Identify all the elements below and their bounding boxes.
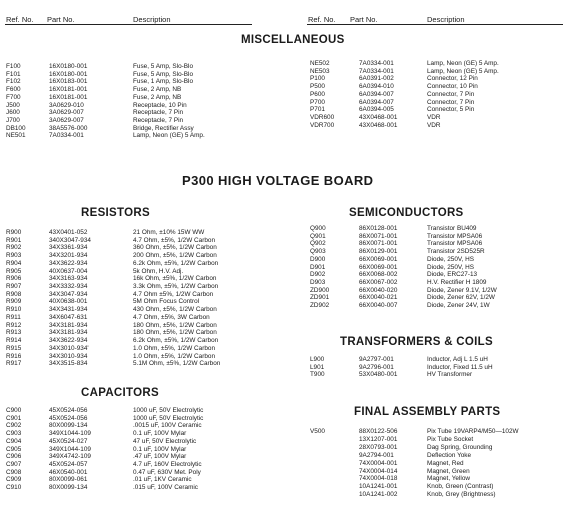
- part-number-cell: 74X0004-001: [359, 459, 398, 467]
- ref-cell: Q903: [310, 248, 326, 256]
- part-number-cell: 349X1044-109: [49, 430, 91, 438]
- description-cell: 180 Ohm, ±5%, 1/2W Carbon: [133, 329, 217, 337]
- description-cell: Knob, Green (Contrast): [427, 483, 494, 491]
- part-number-cell: 3A0629-010: [49, 101, 84, 109]
- part-number-cell: 7A0334-001: [49, 132, 84, 140]
- part-number-cell: 16X0180-001: [49, 63, 88, 70]
- ref-cell: J600: [6, 109, 20, 117]
- description-cell: Transistor 2SD525R: [427, 248, 485, 256]
- part-number-cell: 45X0524-056: [49, 414, 88, 422]
- board-title: P300 HIGH VOLTAGE BOARD: [182, 173, 374, 188]
- ref-cell: R910: [6, 306, 22, 314]
- description-cell: 5M Ohm Focus Control: [133, 298, 200, 306]
- part-number-cell: 34X3515-834: [49, 360, 88, 368]
- description-cell: Diode, ERC27-13: [427, 271, 478, 279]
- description-cell: 6.2k Ohm, ±5%, 1/2W Carbon: [133, 337, 219, 345]
- ref-cell: D902: [310, 271, 326, 279]
- description-cell: VDR: [427, 121, 441, 129]
- description-cell: Fuse, 5 Amp, Slo-Blo: [133, 70, 194, 78]
- ref-cell: C903: [6, 430, 22, 438]
- description-cell: Diode, Zener 62V, 1/2W: [427, 294, 495, 302]
- part-number-cell: 80X0099-134: [49, 422, 88, 430]
- description-cell: 4.7 Ohm, ±5%, 1/2W Carbon: [133, 236, 216, 244]
- part-number-cell: 40X0637-004: [49, 267, 88, 275]
- description-cell: Bridge, Rectifier Assy: [133, 124, 194, 132]
- description-cell: 0.1 uF, 100V Mylar: [133, 445, 187, 453]
- part-number-cell: 10A1241-002: [359, 491, 398, 499]
- header-rule-left: [5, 24, 252, 25]
- ref-cell: C904: [6, 437, 22, 445]
- description-cell: Deflection Yoke: [427, 451, 472, 459]
- part-number-cell: 86X0071-001: [359, 240, 398, 248]
- description-cell: Fuse, 2 Amp, NB: [133, 86, 182, 94]
- ref-cell: R912: [6, 321, 22, 329]
- ref-cell: Q902: [310, 240, 326, 248]
- part-number-cell: 3A0629-007: [49, 117, 84, 125]
- description-cell: .015 uF, 100V Ceramic: [133, 484, 199, 492]
- part-number-cell: 34X3010-934': [49, 344, 89, 352]
- ref-cell: Q900: [310, 225, 326, 232]
- misc-title: MISCELLANEOUS: [241, 34, 345, 46]
- ref-cell: ZD900: [310, 286, 330, 294]
- header-ref-left: Ref. No.: [6, 15, 34, 24]
- ref-cell: R916: [6, 352, 22, 360]
- description-cell: Diode, 250V, HS: [427, 255, 475, 263]
- description-cell: Receptacle, 10 Pin: [133, 101, 187, 109]
- description-cell: Pix Tube Socket: [427, 435, 474, 443]
- ref-cell: C902: [6, 422, 22, 430]
- part-number-cell: 86X0129-001: [359, 248, 398, 256]
- ref-cell: F101: [6, 70, 21, 78]
- description-cell: Inductor, Fixed 11.5 uH: [427, 363, 493, 371]
- description-cell: Connector, 5 Pin: [427, 106, 475, 114]
- description-cell: Connector, 7 Pin: [427, 98, 475, 106]
- description-cell: Fuse, 5 Amp, Slo-Blo: [133, 63, 194, 70]
- description-cell: H.V. Rectifier H 1809: [427, 279, 487, 287]
- description-cell: 4.7 uF, 160V Electrolytic: [133, 461, 202, 469]
- part-number-cell: 66X0069-001: [359, 263, 398, 271]
- part-number-cell: 7A0334-001: [359, 60, 394, 67]
- ref-cell: Q901: [310, 232, 326, 240]
- description-cell: 180 Ohm, ±5%, 1/2W Carbon: [133, 321, 217, 329]
- description-cell: Lamp, Neon (GE) 5 Amp.: [133, 132, 205, 140]
- part-number-cell: 13X1207-001: [359, 435, 398, 443]
- part-number-cell: 34X3431-934: [49, 306, 88, 314]
- header-ref-right: Ref. No.: [308, 15, 336, 24]
- part-number-cell: 9A2797-001: [359, 356, 394, 363]
- ref-cell: R902: [6, 244, 22, 252]
- description-cell: .01 uF, 1KV Ceramic: [133, 476, 192, 484]
- ref-cell: P100: [310, 75, 325, 83]
- ref-cell: ZD901: [310, 294, 330, 302]
- description-cell: Connector, 7 Pin: [427, 90, 475, 98]
- part-number-cell: 16X0183-001: [49, 78, 88, 86]
- part-number-cell: 46X0540-001: [49, 468, 88, 476]
- ref-cell: NE502: [310, 60, 330, 67]
- description-cell: 1.0 Ohm, ±5%, 1/2W Carbon: [133, 352, 216, 360]
- ref-cell: P600: [310, 90, 325, 98]
- ref-cell: C907: [6, 461, 22, 469]
- ref-cell: F700: [6, 93, 21, 101]
- ref-cell: VDR700: [310, 121, 335, 129]
- description-cell: 1.0 Ohm, ±5%, 1/2W Carbon: [133, 344, 216, 352]
- ref-cell: J700: [6, 117, 20, 125]
- description-cell: 1000 uF, 50V Electrolytic: [133, 407, 204, 414]
- description-cell: 21 Ohm, ±10% 15W WW: [133, 229, 205, 236]
- part-number-cell: 66X0040-007: [359, 302, 398, 310]
- description-cell: Fuse, 2 Amp, NB: [133, 93, 182, 101]
- part-number-cell: 34X3163-934: [49, 275, 88, 283]
- part-number-cell: 40X0638-001: [49, 298, 88, 306]
- description-cell: Transistor MPSA06: [427, 232, 483, 240]
- part-number-cell: 349X1044-109: [49, 445, 91, 453]
- ref-cell: R911: [6, 313, 21, 321]
- ref-cell: D903: [310, 279, 326, 287]
- description-cell: 430 Ohm, ±5%, 1/2W Carbon: [133, 306, 217, 314]
- ref-cell: ZD902: [310, 302, 330, 310]
- ref-cell: R909: [6, 298, 22, 306]
- description-cell: HV Transformer: [427, 371, 473, 379]
- description-cell: Magnet, Red: [427, 459, 464, 467]
- description-cell: Connector, 10 Pin: [427, 83, 478, 91]
- part-number-cell: 3A0629-007: [49, 109, 84, 117]
- ref-cell: DB100: [6, 124, 26, 132]
- part-number-cell: 45X0524-056: [49, 407, 88, 414]
- semiconductors-title: SEMICONDUCTORS: [349, 207, 464, 219]
- ref-cell: L901: [310, 363, 325, 371]
- part-number-cell: 6A0394-010: [359, 83, 394, 91]
- part-number-cell: 34X3181-934: [49, 321, 88, 329]
- part-number-cell: 9A2794-001: [359, 451, 394, 459]
- ref-cell: R915: [6, 344, 22, 352]
- description-cell: Lamp, Neon (GE) 5 Amp.: [427, 67, 499, 75]
- description-cell: 5.1M Ohm, ±5%, 1/2W Carbon: [133, 360, 221, 368]
- description-cell: 16k Ohm, ±5%, 1/2W Carbon: [133, 275, 217, 283]
- part-number-cell: 28X0793-001: [359, 443, 398, 451]
- part-number-cell: 34X3361-934: [49, 244, 88, 252]
- ref-cell: F100: [6, 63, 21, 70]
- description-cell: 1000 uF, 50V Electrolytic: [133, 414, 204, 422]
- part-number-cell: 66X0040-021: [359, 294, 398, 302]
- description-cell: 3.3k Ohm, ±5%, 1/2W Carbon: [133, 283, 219, 291]
- part-number-cell: 6A0394-005: [359, 106, 394, 114]
- ref-cell: NE501: [6, 132, 26, 140]
- part-number-cell: 45X0524-027: [49, 437, 88, 445]
- part-number-cell: 43X0468-001: [359, 114, 398, 122]
- description-cell: 5k Ohm, H.V. Adj.: [133, 267, 184, 275]
- description-cell: 4.7 Ohm, ±5%, 3W Carbon: [133, 313, 210, 321]
- ref-cell: F600: [6, 86, 21, 94]
- part-number-cell: 34X3047-934: [49, 290, 88, 298]
- description-cell: Transistor BU409: [427, 225, 477, 232]
- ref-cell: T900: [310, 371, 325, 379]
- description-cell: Receptacle, 7 Pin: [133, 109, 184, 117]
- ref-cell: C910: [6, 484, 22, 492]
- header-rule-right: [307, 24, 563, 25]
- part-number-cell: 80X0099-061: [49, 476, 88, 484]
- ref-cell: C908: [6, 468, 22, 476]
- description-cell: Fuse, 1 Amp, Slo-Blo: [133, 78, 194, 86]
- description-cell: Pix Tube 19VARP4/M50—102W: [427, 428, 519, 435]
- resistors-title: RESISTORS: [81, 207, 150, 219]
- part-number-cell: 34X3622-934: [49, 337, 88, 345]
- ref-cell: R903: [6, 252, 22, 260]
- part-number-cell: 43X0401-052: [49, 229, 88, 236]
- part-number-cell: 340X3047-934: [49, 236, 91, 244]
- part-number-cell: 66X0068-002: [359, 271, 398, 279]
- part-number-cell: 80X0099-134: [49, 484, 88, 492]
- part-number-cell: 10A1241-001: [359, 483, 398, 491]
- ref-cell: R907: [6, 283, 22, 291]
- description-cell: Magnet, Yellow: [427, 475, 470, 483]
- description-cell: 200 Ohm, ±5%, 1/2W Carbon: [133, 252, 217, 260]
- capacitors-title: CAPACITORS: [81, 387, 159, 399]
- part-number-cell: 43X0468-001: [359, 121, 398, 129]
- ref-cell: L900: [310, 356, 325, 363]
- ref-cell: R900: [6, 229, 22, 236]
- ref-cell: P500: [310, 83, 325, 91]
- description-cell: Magnet, Green: [427, 467, 470, 475]
- description-cell: Dag Spring, Grounding: [427, 443, 493, 451]
- description-cell: Diode, 250V, HS: [427, 263, 475, 271]
- ref-cell: R914: [6, 337, 22, 345]
- part-number-cell: 6A0394-007: [359, 90, 394, 98]
- part-number-cell: 34X3622-934: [49, 259, 88, 267]
- header-desc-left: Description: [133, 15, 171, 24]
- ref-cell: C905: [6, 445, 22, 453]
- ref-cell: R905: [6, 267, 22, 275]
- description-cell: 0.47 uF, 630V Met. Poly: [133, 468, 201, 476]
- part-number-cell: 34X3010-934: [49, 352, 88, 360]
- ref-cell: C901: [6, 414, 22, 422]
- part-number-cell: 74X0004-018: [359, 475, 398, 483]
- ref-cell: R917: [6, 360, 22, 368]
- ref-cell: R901: [6, 236, 22, 244]
- header-desc-right: Description: [427, 15, 465, 24]
- part-number-cell: 34X3332-934: [49, 283, 88, 291]
- part-number-cell: 16X0181-001: [49, 86, 88, 94]
- description-cell: 0.1 uF, 100V Mylar: [133, 430, 187, 438]
- ref-cell: R904: [6, 259, 22, 267]
- final-assembly-title: FINAL ASSEMBLY PARTS: [354, 406, 501, 418]
- ref-cell: VDR600: [310, 114, 335, 122]
- ref-cell: D901: [310, 263, 326, 271]
- ref-cell: R906: [6, 275, 22, 283]
- part-number-cell: 45X0524-057: [49, 461, 88, 469]
- description-cell: Lamp, Neon (GE) 5 Amp.: [427, 60, 499, 67]
- description-cell: Knob, Grey (Brightness): [427, 491, 496, 499]
- part-number-cell: 53X0480-001: [359, 371, 398, 379]
- description-cell: Diode, Zener 24V, 1W: [427, 302, 490, 310]
- ref-cell: F102: [6, 78, 21, 86]
- ref-cell: R908: [6, 290, 22, 298]
- part-number-cell: 34X6047-631: [49, 313, 88, 321]
- ref-cell: J500: [6, 101, 20, 109]
- ref-cell: C909: [6, 476, 22, 484]
- part-number-cell: 34X3201-934: [49, 252, 88, 260]
- part-number-cell: 16X0181-001: [49, 93, 88, 101]
- ref-cell: P700: [310, 98, 325, 106]
- description-cell: 4.7 Ohm ±5%, 1/2W Carbon: [133, 290, 214, 298]
- part-number-cell: 74X0004-014: [359, 467, 398, 475]
- ref-cell: V500: [310, 428, 325, 435]
- description-cell: Connector, 12 Pin: [427, 75, 478, 83]
- header-part-left: Part No.: [47, 15, 75, 24]
- description-cell: 47 uF, 50V Electrolytic: [133, 437, 197, 445]
- header-part-right: Part No.: [350, 15, 378, 24]
- part-number-cell: 88X0122-506: [359, 428, 398, 435]
- part-number-cell: 86X0128-001: [359, 225, 398, 232]
- part-number-cell: 66X0040-020: [359, 286, 398, 294]
- description-cell: 360 Ohm, ±5%, 1/2W Carbon: [133, 244, 217, 252]
- description-cell: .47 uF, 100V Mylar: [133, 453, 187, 461]
- part-number-cell: 9A2796-001: [359, 363, 394, 371]
- description-cell: 6.2k Ohm, ±5%, 1/2W Carbon: [133, 259, 219, 267]
- part-number-cell: 7A0334-001: [359, 67, 394, 75]
- part-number-cell: 86X0071-001: [359, 232, 398, 240]
- part-number-cell: 349X4742-109: [49, 453, 91, 461]
- ref-cell: NE503: [310, 67, 330, 75]
- ref-cell: P701: [310, 106, 325, 114]
- ref-cell: R913: [6, 329, 22, 337]
- ref-cell: D900: [310, 255, 326, 263]
- description-cell: Inductor, Adj L 1.5 uH: [427, 356, 488, 363]
- ref-cell: C906: [6, 453, 22, 461]
- part-number-cell: 6A0391-002: [359, 75, 394, 83]
- part-number-cell: 38A5576-000: [49, 124, 88, 132]
- description-cell: .0015 uF, 100V Ceramic: [133, 422, 202, 430]
- part-number-cell: 66X0069-001: [359, 255, 398, 263]
- part-number-cell: 34X3181-934: [49, 329, 88, 337]
- ref-cell: C900: [6, 407, 22, 414]
- description-cell: Diode, Zener 9.1V, 1/2W: [427, 286, 497, 294]
- description-cell: Receptacle, 7 Pin: [133, 117, 184, 125]
- transformers-title: TRANSFORMERS & COILS: [340, 336, 493, 348]
- part-number-cell: 6A0394-007: [359, 98, 394, 106]
- description-cell: Transistor MPSA06: [427, 240, 483, 248]
- part-number-cell: 66X0067-002: [359, 279, 398, 287]
- description-cell: VDR: [427, 114, 441, 122]
- part-number-cell: 16X0180-001: [49, 70, 88, 78]
